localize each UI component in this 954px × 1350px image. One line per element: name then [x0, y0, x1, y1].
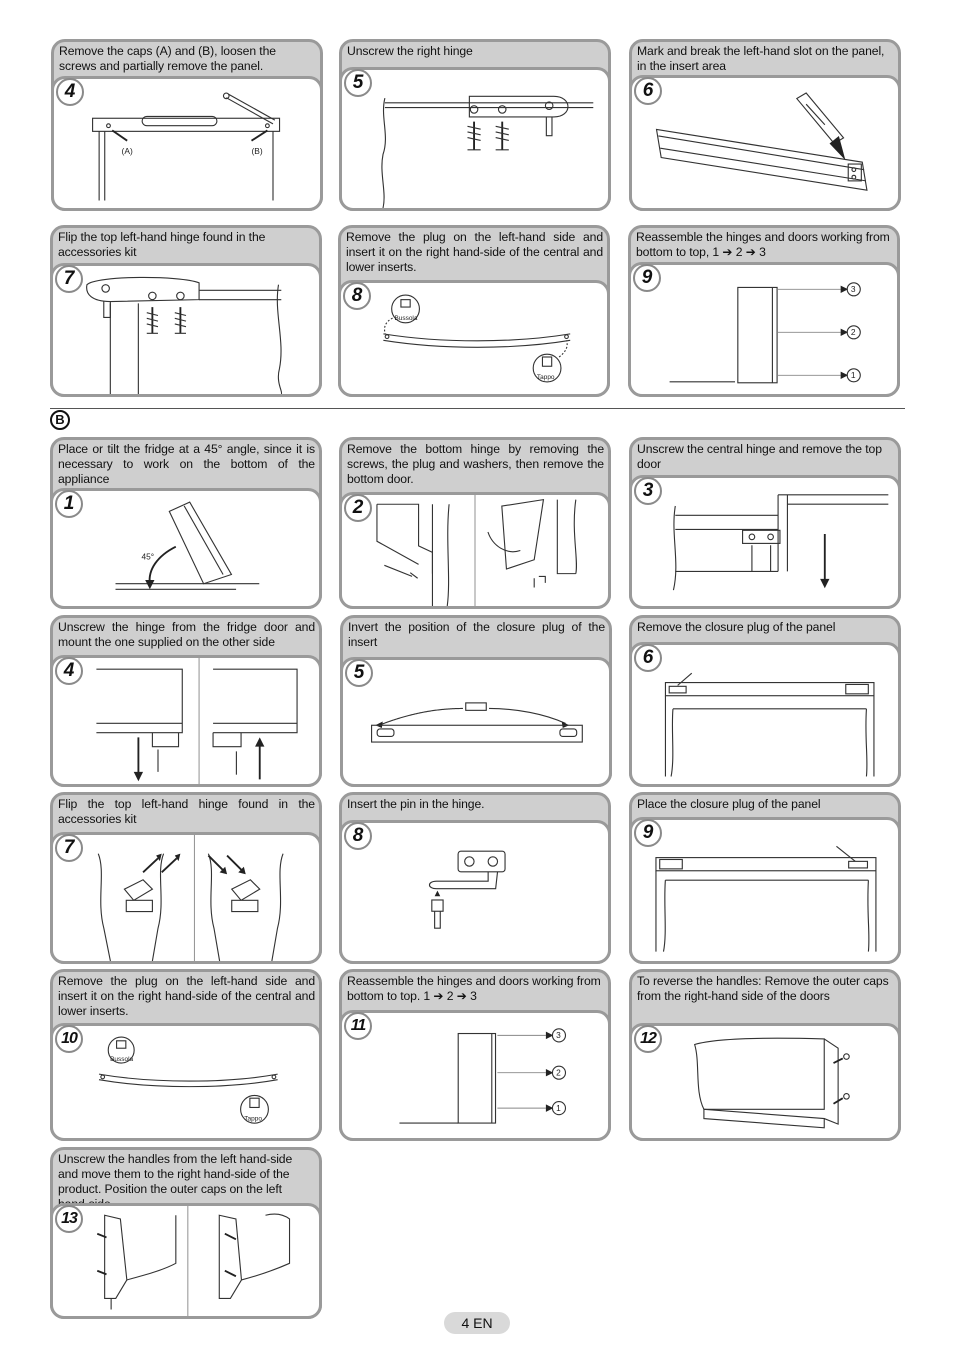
tappo-label: Tappo	[536, 374, 555, 382]
step-number: 2	[344, 494, 372, 522]
tappo-label: Tappo	[244, 1115, 262, 1123]
tilt-fridge-drawing	[53, 491, 319, 606]
closure-plug-drawing	[343, 660, 609, 784]
step-illustration	[629, 642, 901, 787]
order-label-1: 1	[556, 1102, 561, 1113]
step-caption: Flip the top left-hand hinge found in the accessories kit	[58, 230, 266, 259]
step-number: 5	[345, 659, 373, 687]
central-hinge-drawing	[632, 478, 898, 606]
step-card-a5	[339, 39, 611, 211]
step-illustration	[629, 1023, 901, 1141]
cap-label-b: (B)	[251, 145, 263, 156]
step-caption: Remove the caps (A) and (B), loosen the screws and partially remove the panel.	[59, 44, 276, 73]
step-illustration	[50, 832, 322, 964]
step-caption: Place or tilt the fridge at a 45° angle, since it is necessary to work on the bottom of the appliance	[58, 442, 315, 486]
step-illustration	[339, 492, 611, 609]
step-number: 11	[344, 1012, 372, 1040]
section-b-marker: B	[50, 410, 70, 430]
step-number: 4	[55, 657, 83, 685]
step-caption: Unscrew the handles from the left hand-side and move them to the right hand-side of the product. Position the outer caps on the left	[58, 1152, 293, 1196]
step-card-b4	[50, 615, 322, 787]
step-number: 12	[634, 1025, 662, 1053]
step-card-a6	[629, 39, 901, 211]
hinge-swap-drawing	[53, 658, 319, 784]
step-caption: Remove the plug on the left-hand side and insert it on the right hand-side of the central and lower inserts.	[346, 230, 603, 274]
step-caption: Unscrew the right hinge	[347, 44, 473, 58]
step-number: 5	[344, 69, 372, 97]
step-caption: Unscrew the hinge from the fridge door and mount the one supplied on the other side	[58, 620, 315, 649]
place-plug-drawing	[632, 820, 898, 961]
step-illustration	[628, 262, 900, 397]
step-caption: Remove the closure plug of the panel	[637, 620, 836, 634]
plug-swap-drawing-b	[53, 1026, 319, 1138]
step-illustration	[50, 488, 322, 609]
step-card-b8	[339, 792, 611, 964]
cap-label-a: (A)	[121, 145, 133, 156]
step-number: 7	[55, 265, 83, 293]
step-card-b6	[629, 615, 901, 787]
panel-plug-drawing	[632, 645, 898, 784]
step-caption: Place the closure plug of the panel	[637, 797, 821, 811]
step-card-b9	[629, 792, 901, 964]
step-caption: Insert the pin in the hinge.	[347, 797, 485, 811]
step-caption: Mark and break the left-hand slot on the panel, in the insert area	[637, 44, 885, 73]
pin-hinge-drawing	[342, 823, 608, 961]
step-illustration	[51, 76, 323, 211]
step-caption: Reassemble the hinges and doors working from bottom to top. 1 ➔ 2 ➔ 3	[347, 974, 601, 1003]
step-card-b12	[629, 969, 901, 1141]
hinge-flip-kit-drawing	[53, 835, 319, 961]
order-label-2: 2	[556, 1067, 561, 1078]
handle-move-drawing	[53, 1206, 319, 1316]
step-illustration	[339, 67, 611, 211]
step-card-b1	[50, 437, 322, 609]
step-card-b7	[50, 792, 322, 964]
step-number: 13	[55, 1205, 83, 1233]
step-card-b5	[340, 615, 612, 787]
order-label-2: 2	[850, 327, 856, 338]
step-caption: Invert the position of the closure plug of the insert	[348, 620, 605, 649]
step-caption: Flip the top left-hand hinge found in the accessories kit	[58, 797, 315, 826]
step-number: 8	[343, 282, 371, 310]
panel-slot-drawing	[632, 78, 898, 208]
step-illustration	[50, 1023, 322, 1141]
step-card-a9	[628, 225, 900, 397]
step-number: 1	[55, 490, 83, 518]
step-number: 6	[634, 77, 662, 105]
step-number: 4	[56, 78, 84, 106]
step-card-b11	[339, 969, 611, 1141]
step-caption: To reverse the handles: Remove the outer caps from the right-hand side of the doors	[637, 974, 889, 1003]
bussola-label: Bussola	[394, 315, 418, 322]
step-number: 9	[633, 264, 661, 292]
step-illustration	[50, 1203, 322, 1319]
step-card-a8	[338, 225, 610, 397]
step-number: 10	[55, 1025, 83, 1053]
step-number: 9	[634, 819, 662, 847]
step-illustration	[338, 280, 610, 397]
step-caption: Remove the plug on the left-hand side and insert it on the right hand-side of the central and lower inserts.	[58, 974, 315, 1018]
page-number: 4 EN	[444, 1312, 510, 1334]
step-caption: Remove the bottom hinge by removing the screws, the plug and washers, then remove the bottom door.	[347, 442, 604, 486]
step-illustration	[629, 817, 901, 964]
step-caption: Unscrew the central hinge and remove the top door	[637, 442, 882, 471]
step-illustration	[629, 475, 901, 609]
step-card-a7	[50, 225, 322, 397]
order-label-3: 3	[850, 284, 856, 295]
order-label-1: 1	[850, 370, 856, 381]
reassemble-order-drawing-b	[342, 1013, 608, 1138]
handle-caps-drawing	[632, 1026, 898, 1138]
step-illustration	[340, 657, 612, 787]
step-card-b10	[50, 969, 322, 1141]
step-card-a4	[51, 39, 323, 211]
reassemble-order-drawing	[631, 265, 897, 394]
plug-swap-drawing	[341, 283, 607, 394]
step-number: 3	[634, 477, 662, 505]
bottom-hinge-drawing	[342, 495, 608, 606]
right-hinge-drawing	[342, 70, 608, 208]
step-card-b13	[50, 1147, 322, 1319]
step-illustration	[339, 820, 611, 964]
step-illustration	[50, 263, 322, 397]
step-number: 6	[634, 644, 662, 672]
step-number: 8	[344, 822, 372, 850]
step-illustration	[629, 75, 901, 211]
step-card-b2	[339, 437, 611, 609]
section-divider	[50, 408, 905, 409]
hinge-flip-drawing	[53, 266, 319, 394]
step-illustration	[339, 1010, 611, 1141]
step-card-b3	[629, 437, 901, 609]
panel-removal-drawing	[54, 79, 320, 208]
step-caption: Reassemble the hinges and doors working from bottom to top, 1 ➔ 2 ➔ 3	[636, 230, 890, 259]
step-number: 7	[55, 834, 83, 862]
bussola-label: Bussola	[110, 1056, 134, 1064]
order-label-3: 3	[556, 1030, 561, 1041]
angle-label: 45°	[141, 551, 155, 562]
step-illustration	[50, 655, 322, 787]
